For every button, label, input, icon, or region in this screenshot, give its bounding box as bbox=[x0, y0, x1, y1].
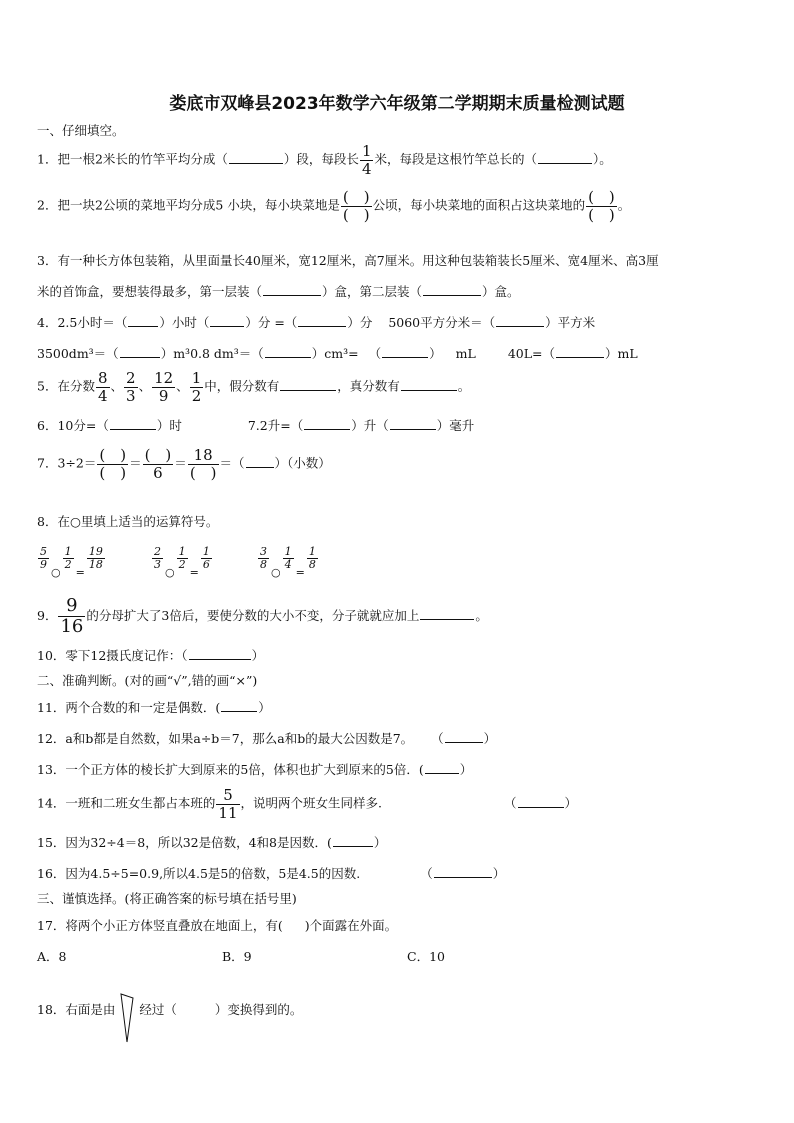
question-2 bbox=[37, 189, 630, 223]
question-6: 6．10分=（ ）时 7.2升=（ ）升（ ）毫升 bbox=[37, 418, 475, 433]
fraction-blank[interactable]: $\frac{( )}{( )}$ bbox=[588, 188, 615, 224]
answer-blank[interactable] bbox=[221, 710, 257, 712]
answer-blank[interactable] bbox=[189, 658, 251, 660]
answer-blank[interactable] bbox=[298, 325, 346, 327]
question-13: 13．一个正方体的棱长扩大到原来的5倍，体积也扩大到原来的5倍．( ） bbox=[37, 762, 473, 777]
q8-group-3: $\frac{3}{8}$ ○ $\frac{1}{4}$ = $\frac{1}{8}$ bbox=[260, 545, 316, 580]
fraction: $\frac{12}{9}$ bbox=[154, 369, 174, 405]
question-1 bbox=[37, 143, 612, 177]
answer-blank[interactable] bbox=[229, 162, 283, 164]
answer-blank[interactable] bbox=[420, 618, 474, 620]
q1-text-b: ）段，每段长 bbox=[283, 151, 359, 167]
question-4-line-2: 3500dm³＝（ ）m³0.8 dm³＝（ ）cm³= （ ） mL 40L=（ ）mL bbox=[37, 346, 638, 361]
q3-text-a: 米的首饰盒，要想装得最多，第一层装（ bbox=[37, 284, 263, 299]
q3-text-b: ）盒，第二层装（ bbox=[322, 284, 423, 299]
triangle-figure bbox=[119, 992, 135, 1044]
answer-blank[interactable] bbox=[434, 876, 492, 878]
question-18: 18．右面是由 经过（ ）变换得到的。 bbox=[37, 992, 302, 1044]
answer-blank[interactable] bbox=[556, 356, 604, 358]
answer-blank[interactable] bbox=[423, 294, 481, 296]
answer-blank[interactable] bbox=[246, 466, 274, 468]
fraction: $\frac{1}{2}$ bbox=[191, 369, 202, 405]
answer-blank[interactable] bbox=[382, 356, 428, 358]
fraction: $\frac{1}{4}$ bbox=[361, 142, 372, 178]
fraction-blank[interactable]: $\frac{( )}{( )}$ bbox=[99, 446, 127, 482]
answer-blank[interactable] bbox=[390, 428, 436, 430]
answer-blank[interactable] bbox=[496, 325, 544, 327]
answer-blank[interactable] bbox=[210, 325, 244, 327]
question-16: 16．因为4.5÷5=0.9,所以4.5是5的倍数，5是4.5的因数. （ ） bbox=[37, 866, 506, 881]
q1-text-c: 米，每段是这根竹竿总长的（ bbox=[374, 151, 537, 167]
fraction: $\frac{8}{4}$ bbox=[97, 369, 108, 405]
question-8: 8．在○里填上适当的运算符号。 bbox=[37, 514, 219, 529]
answer-blank[interactable] bbox=[178, 1013, 214, 1014]
answer-blank[interactable] bbox=[263, 294, 321, 296]
fraction: $\frac{9}{16}$ bbox=[60, 595, 84, 637]
answer-blank[interactable] bbox=[280, 389, 336, 391]
q2-text-c: 。 bbox=[617, 197, 631, 213]
q8-group-2: $\frac{2}{3}$ ○ $\frac{1}{2}$ = $\frac{1}{6}$ bbox=[154, 545, 210, 580]
option-a[interactable]: A．8 bbox=[37, 949, 67, 964]
operator-circle[interactable]: ○ bbox=[51, 566, 61, 580]
answer-blank[interactable] bbox=[265, 356, 311, 358]
operator-circle[interactable]: ○ bbox=[271, 566, 281, 580]
option-b[interactable]: B．9 bbox=[222, 949, 252, 964]
question-11: 11．两个合数的和一定是偶数．( ） bbox=[37, 700, 271, 715]
q3-text-c: ）盒。 bbox=[482, 284, 520, 299]
q1-text-a: 1．把一根2米长的竹竿平均分成（ bbox=[37, 151, 228, 167]
question-4-line-1: 4．2.5小时＝（ ）小时（ ）分 =（ ）分 5060平方分米＝（ ）平方米 bbox=[37, 315, 596, 330]
answer-blank[interactable] bbox=[120, 356, 160, 358]
question-3-line-1: 3．有一种长方体包装箱，从里面量长40厘米，宽12厘米，高7厘米。用这种包装箱装长5厘米、宽4厘米、高3厘 bbox=[37, 253, 659, 268]
answer-blank[interactable] bbox=[425, 772, 459, 774]
fraction-blank[interactable]: $\frac{18}{( )}$ bbox=[189, 446, 217, 482]
fraction-blank[interactable]: $\frac{( )}{6}$ bbox=[144, 446, 172, 482]
q2-text-a: 2．把一块2公顷的菜地平均分成5 小块，每小块菜地是 bbox=[37, 197, 340, 213]
answer-blank[interactable] bbox=[538, 162, 592, 164]
answer-blank[interactable] bbox=[110, 428, 156, 430]
section-heading-3: 三、谨慎选择。(将正确答案的标号填在括号里) bbox=[37, 891, 297, 906]
fraction: $\frac{5}{11}$ bbox=[218, 786, 238, 822]
question-10: 10．零下12摄氏度记作：（ ） bbox=[37, 648, 265, 663]
question-9: 9． $\frac{9}{16}$ 的分母扩大了3倍后，要使分数的大小不变，分子就就应加上 。 bbox=[37, 595, 488, 637]
question-15: 15．因为32÷4＝8，所以32是倍数，4和8是因数．( ） bbox=[37, 835, 387, 850]
answer-blank[interactable] bbox=[518, 806, 564, 808]
answer-blank[interactable] bbox=[333, 845, 373, 847]
answer-blank[interactable] bbox=[284, 929, 304, 930]
answer-blank[interactable] bbox=[401, 389, 457, 391]
option-c[interactable]: C．10 bbox=[407, 949, 445, 964]
answer-blank[interactable] bbox=[445, 741, 483, 743]
question-12: 12．a和b都是自然数，如果a÷b＝7，那么a和b的最大公因数是7。 （ ） bbox=[37, 731, 497, 746]
question-7: 7．3÷2＝ $\frac{( )}{( )}$ ＝ $\frac{( )}{6}$ ＝ $\frac{18}{( )}$ ＝（ ）（小数） bbox=[37, 446, 331, 482]
page-title: 娄底市双峰县2023年数学六年级第二学期期末质量检测试题 bbox=[169, 94, 625, 114]
section-heading-1: 一、仔细填空。 bbox=[37, 123, 125, 138]
answer-blank[interactable] bbox=[128, 325, 158, 327]
q8-group-1: $\frac{5}{9}$ ○ $\frac{1}{2}$ = $\frac{19}{18}$ bbox=[40, 545, 103, 580]
question-3-line-2 bbox=[37, 282, 520, 300]
section-heading-2: 二、准确判断。(对的画“√”,错的画“×”) bbox=[37, 673, 258, 688]
question-17: 17．将两个小正方体竖直叠放在地面上，有( )个面露在外面。 bbox=[37, 918, 398, 933]
q1-text-d: ）。 bbox=[593, 151, 612, 167]
answer-blank[interactable] bbox=[304, 428, 350, 430]
fraction-blank[interactable]: $\frac{( )}{( )}$ bbox=[342, 188, 370, 224]
q2-text-b: 公顷，每小块菜地的面积占这块菜地的 bbox=[372, 197, 586, 213]
question-5: 5．在分数 $\frac{8}{4}$ 、 $\frac{2}{3}$ 、 $\frac{12}{9}$ 、 $\frac{1}{2}$ 中，假分数有 ，真分数有 。 bbox=[37, 369, 471, 405]
operator-circle[interactable]: ○ bbox=[165, 566, 175, 580]
question-14: 14．一班和二班女生都占本班的 $\frac{5}{11}$ ，说明两个班女生同样多. （ ） bbox=[37, 786, 578, 822]
fraction: $\frac{2}{3}$ bbox=[126, 369, 136, 405]
